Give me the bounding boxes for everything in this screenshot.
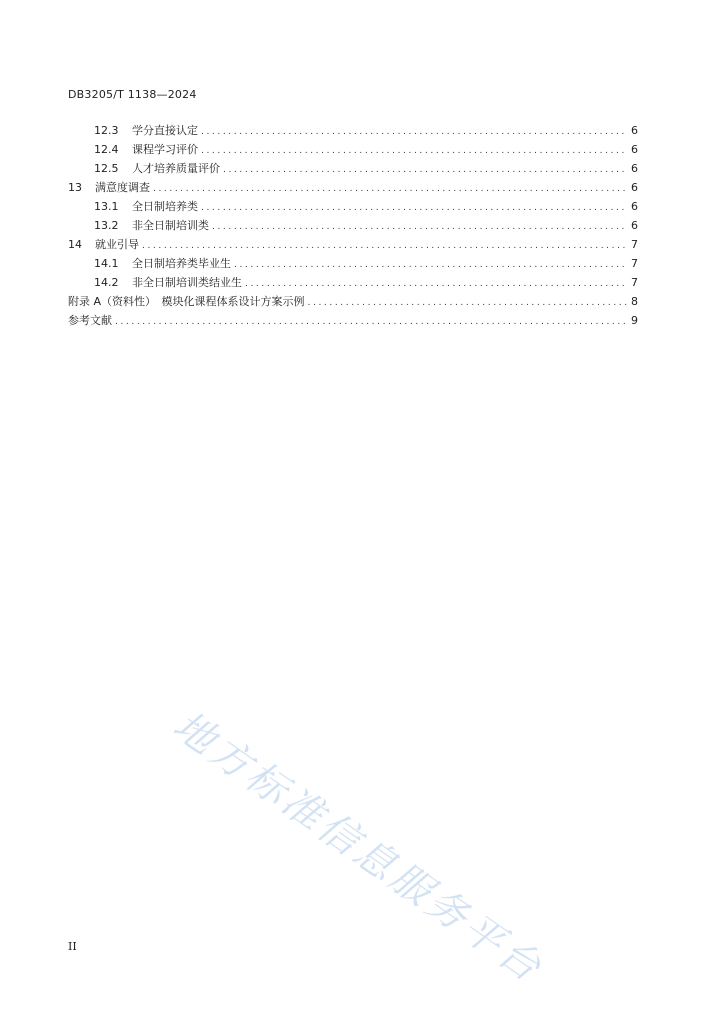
toc-dot-leader (234, 256, 627, 275)
toc-dot-leader (115, 313, 627, 332)
toc-entry-page: 8 (631, 295, 638, 308)
toc-entry-appendix-a[interactable] (68, 292, 638, 311)
toc-entry-title: 非全日制培训类结业生 (132, 276, 242, 289)
toc-entry-page: 7 (631, 238, 638, 251)
toc-entry-14[interactable] (68, 235, 638, 254)
toc-entry-number: 13.1 (94, 200, 119, 213)
toc-entry-title: 满意度调查 (95, 181, 150, 194)
toc-dot-leader (223, 161, 627, 180)
toc-entry-page: 6 (631, 219, 638, 232)
toc-entry-number: 13.2 (94, 219, 119, 232)
toc-dot-leader (201, 142, 627, 161)
toc-entry-title: 附录 A（资料性） 模块化课程体系设计方案示例 (68, 295, 305, 308)
toc-entry-title: 全日制培养类 (132, 200, 198, 213)
toc-entry-page: 7 (631, 276, 638, 289)
toc-entry-14-1[interactable] (68, 254, 638, 273)
watermark: 地方标准信息服务平台 (164, 702, 552, 993)
toc-entry-title: 非全日制培训类 (132, 219, 209, 232)
toc-dot-leader (308, 294, 627, 313)
toc-dot-leader (201, 199, 627, 218)
toc-entry-title: 就业引导 (95, 238, 139, 251)
document-code: DB3205/T 1138—2024 (68, 88, 197, 101)
toc-entry-title: 人才培养质量评价 (132, 162, 220, 175)
toc-entry-title: 学分直接认定 (132, 124, 198, 137)
toc-entry-number: 13 (68, 181, 82, 194)
toc-entry-page: 6 (631, 124, 638, 137)
toc-dot-leader (201, 123, 627, 142)
toc-dot-leader (212, 218, 627, 237)
toc-entry-number: 12.5 (94, 162, 119, 175)
toc-entry-13-1[interactable] (68, 197, 638, 216)
toc-entry-page: 6 (631, 200, 638, 213)
toc-entry-number: 14.2 (94, 276, 119, 289)
toc-entry-page: 6 (631, 181, 638, 194)
toc-entry-13-2[interactable] (68, 216, 638, 235)
toc-entry-number: 12.4 (94, 143, 119, 156)
toc-entry-12-4[interactable] (68, 140, 638, 159)
toc-entry-14-2[interactable] (68, 273, 638, 292)
toc-entry-page: 6 (631, 162, 638, 175)
toc-entry-12-5[interactable] (68, 159, 638, 178)
toc-entry-number: 12.3 (94, 124, 119, 137)
toc-dot-leader (153, 180, 627, 199)
toc-entry-title: 课程学习评价 (132, 143, 198, 156)
toc-entry-title: 全日制培养类毕业生 (132, 257, 231, 270)
toc-entry-title: 参考文献 (68, 314, 112, 327)
toc-entry-references[interactable] (68, 311, 638, 330)
toc-entry-number: 14.1 (94, 257, 119, 270)
toc-entry-13[interactable] (68, 178, 638, 197)
toc-entry-12-3[interactable] (68, 121, 638, 140)
footer-page-number: II (68, 940, 77, 953)
toc-entry-page: 7 (631, 257, 638, 270)
toc-entry-page: 6 (631, 143, 638, 156)
table-of-contents (68, 121, 638, 330)
toc-entry-page: 9 (631, 314, 638, 327)
toc-entry-number: 14 (68, 238, 82, 251)
